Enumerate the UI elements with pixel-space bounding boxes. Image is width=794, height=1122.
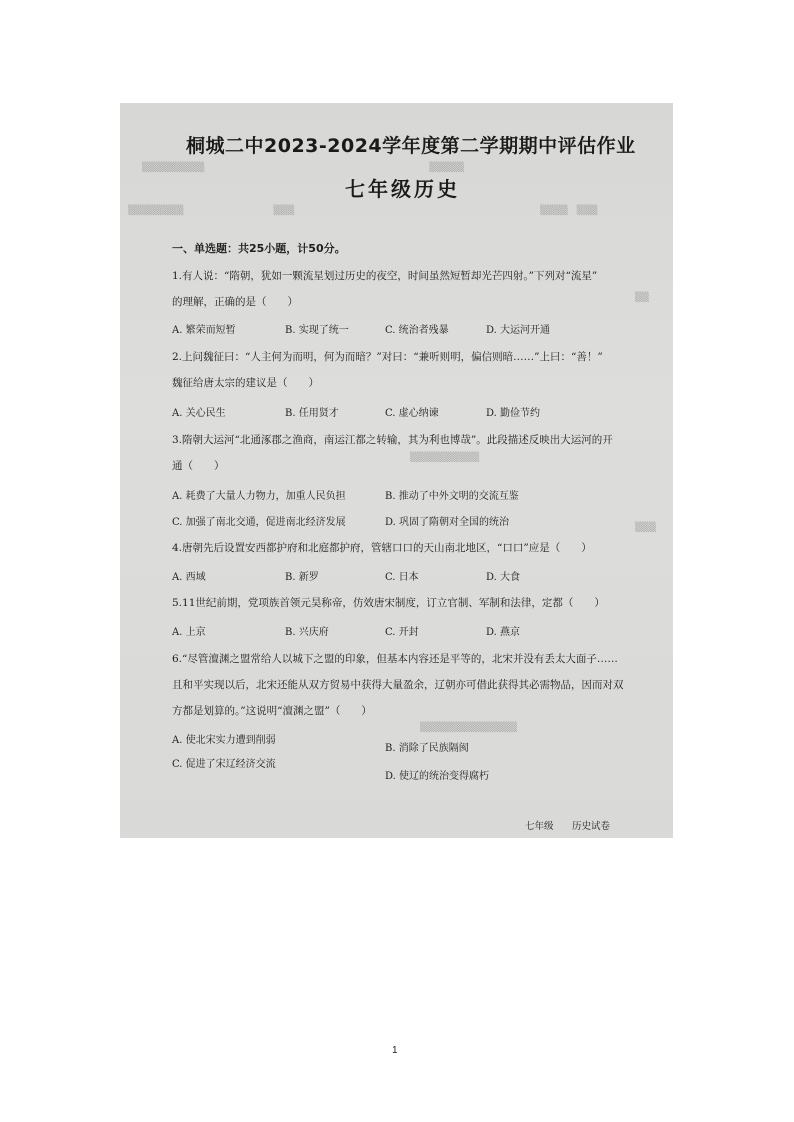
question-6-stem-line-1: 6.“尽管澶渊之盟常给人以城下之盟的印象，但基本内容还是平等的，北宋并没有丢太大面子……	[172, 653, 618, 665]
footer-grade: 七年级	[525, 821, 554, 832]
question-4-stem: 4.唐朝先后设置安西都护府和北庭都护府，管辖口口的天山南北地区，“口口”应是（ ）	[172, 542, 592, 554]
question-2-option-d: D. 勤俭节约	[486, 408, 541, 419]
exam-title: 桐城二中2023-2024学年度第二学期期中评估作业	[186, 135, 636, 157]
bleed-through-text: ▒▒▒▒ ▒▒▒	[540, 206, 598, 216]
question-2-stem-line-2: 魏征给唐太宗的建议是（ ）	[172, 377, 319, 389]
question-1-option-d: D. 大运河开通	[486, 325, 551, 336]
question-4-option-b: B. 新罗	[285, 572, 319, 583]
question-2-stem-line-1: 2.上问魏征曰：“人主何为而明，何为而暗？”对曰：“兼听则明，偏信则暗……”上曰：“善！”	[172, 351, 603, 363]
question-5-stem: 5.11世纪前期，党项族首领元昊称帝，仿效唐宋制度，订立官制、军制和法律，定都（ ）	[172, 597, 605, 609]
question-2-option-b: B. 任用贤才	[285, 408, 339, 419]
question-5-option-c: C. 开封	[385, 627, 419, 638]
question-4-option-c: C. 日本	[385, 572, 419, 583]
question-6-stem-line-3: 方都是划算的。”这说明“澶渊之盟”（ ）	[172, 705, 372, 717]
question-2-option-c: C. 虚心纳谏	[385, 408, 439, 419]
question-3-option-b: B. 推动了中外文明的交流互鉴	[385, 491, 519, 502]
question-1-stem-line-2: 的理解，正确的是（ ）	[172, 296, 298, 308]
question-3-stem-line-2: 通（ ）	[172, 460, 225, 472]
question-6-stem-line-2: 且和平实现以后，北宋还能从双方贸易中获得大量盈余，辽朝亦可借此获得其必需物品，因而对双	[172, 679, 624, 691]
section-heading: 一、单选题：共25小题，计50分。	[172, 242, 346, 255]
bleed-through-text: ▒▒▒▒▒▒▒▒ ▒▒▒	[128, 206, 295, 216]
scanned-exam-photo	[120, 103, 673, 838]
question-3-option-d: D. 巩固了隋朝对全国的统治	[385, 517, 510, 528]
bleed-through-text: ▒▒▒▒▒▒▒▒▒▒	[410, 453, 480, 463]
question-5-option-d: D. 燕京	[486, 627, 521, 638]
footer-subject: 历史试卷	[572, 821, 611, 832]
question-6-option-b: B. 消除了民族隔阂	[385, 743, 469, 754]
question-5-option-a: A. 上京	[172, 627, 206, 638]
question-2-option-a: A. 关心民生	[172, 408, 226, 419]
question-1-option-b: B. 实现了统一	[285, 325, 349, 336]
question-1-option-c: C. 统治者残暴	[385, 325, 449, 336]
bleed-through-text: ▒▒▒	[635, 523, 656, 533]
question-6-option-c: C. 促进了宋辽经济交流	[172, 759, 276, 770]
question-5-option-b: B. 兴庆府	[285, 627, 329, 638]
question-3-stem-line-1: 3.隋朝大运河“北通涿郡之渔商，南运江都之转输，其为利也博哉”。此段描述反映出大运河的开	[172, 434, 613, 446]
bleed-through-text: ▒▒▒▒▒▒▒▒▒▒▒▒▒▒	[420, 723, 517, 733]
question-4-option-a: A. 西域	[172, 572, 206, 583]
bleed-through-text: ▒▒	[635, 293, 649, 303]
question-1-stem-line-1: 1.有人说：“隋朝，犹如一颗流星划过历史的夜空，时间虽然短暂却光芒四射。”下列对“流星”	[172, 270, 598, 282]
question-3-option-c: C. 加强了南北交通，促进南北经济发展	[172, 517, 346, 528]
bleed-through-text: ▒▒▒▒▒▒▒▒▒ ▒▒▒▒▒	[142, 163, 464, 173]
question-1-option-a: A. 繁荣而短暂	[172, 325, 236, 336]
question-4-option-d: D. 大食	[486, 572, 521, 583]
exam-subtitle: 七年级历史	[345, 177, 460, 201]
question-6-option-a: A. 使北宋实力遭到削弱	[172, 735, 276, 746]
question-6-option-d: D. 使辽的统治变得腐朽	[385, 771, 490, 782]
question-3-option-a: A. 耗费了大量人力物力，加重人民负担	[172, 491, 346, 502]
page-number: 1	[392, 1045, 398, 1056]
